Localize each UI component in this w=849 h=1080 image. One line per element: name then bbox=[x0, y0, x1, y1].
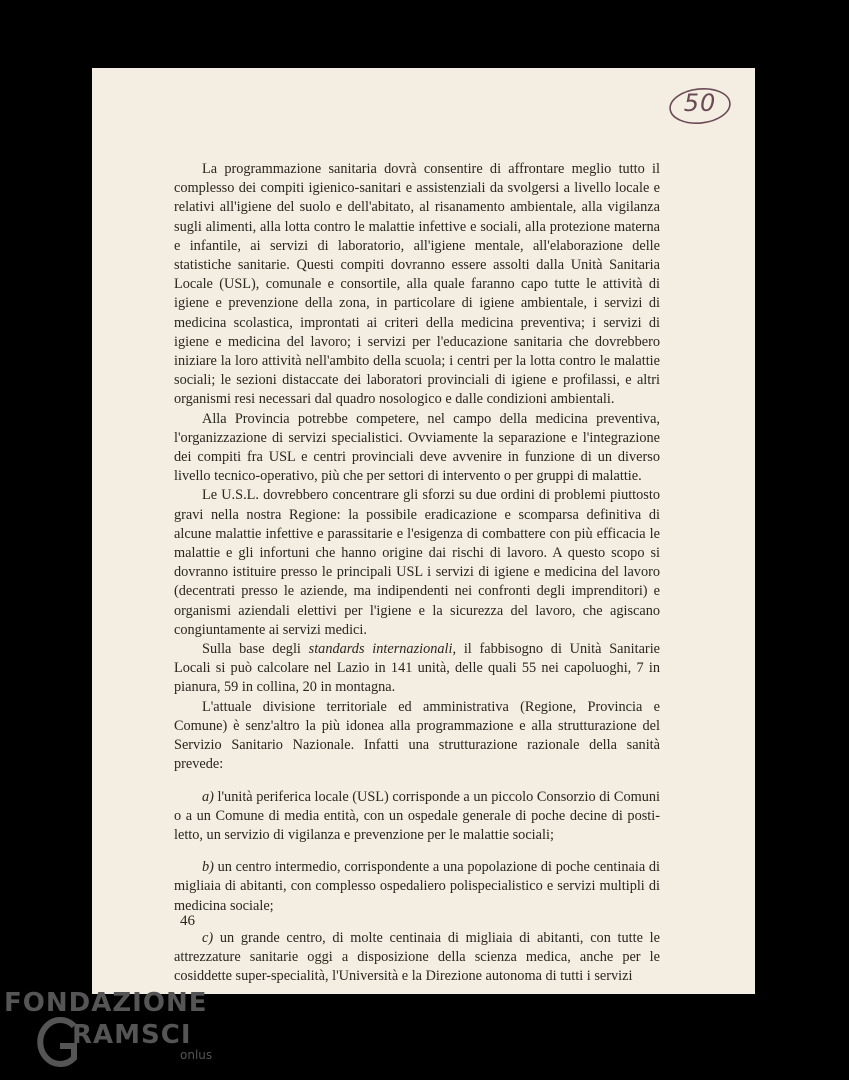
stamp-number: 50 bbox=[683, 89, 717, 117]
list-item-a: a) l'unità periferica locale (USL) corrisponde a un piccolo Consorzio di Comuni o a un Comune di media entità, con un ospedale generale di poche decine di posti-letto, un servizio di vigilanza e prevenzione per le malattie sociali; bbox=[174, 788, 660, 843]
logo-line-1: FONDAZIONE bbox=[4, 988, 208, 1018]
paragraph-1: La programmazione sanitaria dovrà consentire di affrontare meglio tutto il complesso dei compiti igienico-sanitari e assistenziali da svolgersi a livello locale e relativi all'igiene del suolo e dell'abitato, al risanamento ambientale, alla vigilanza sugli alimenti, alla lotta contro le malattie infettive e sociali, alla protezione materna e infantile, ai servizi di laboratorio, all'igiene mentale, all'elaborazione delle statistiche sanitarie. Questi compiti dovranno essere assolti dalla Unità Sanitaria Locale (USL), comunale e consortile, alla quale faranno capo tutte le attività di igiene e prevenzione della zona, in particolare di igiene ambientale, i servizi di medicina scolastica, improntati ai criteri della medicina preventiva; i servizi di igiene e medicina del lavoro; i servizi per l'educazione sanitaria che dovrebbero iniziare la loro attività nell'ambito della scuola; i centri per la lotta contro le malattie sociali; le sezioni distaccate dei laboratori provinciali di igiene e profilassi, e altri organismi resi necessari dal quadro nosologico e dalle condizioni ambientali. bbox=[174, 161, 660, 408]
list-item-b: b) un centro intermedio, corrispondente a una popolazione di poche centinaia di migliaia di abitanti, con complesso ospedaliero polispecialistico e servizi multipli di medicina sociale; bbox=[174, 859, 660, 914]
document-page bbox=[92, 68, 755, 994]
page-number: 46 bbox=[180, 913, 195, 929]
list-marker: b) bbox=[202, 859, 214, 876]
paragraph-4: Sulla base degli standards internazionali, il fabbisogno di Unità Sanitarie Locali si può calcolare nel Lazio in 141 unità, delle quali 55 nei capoluoghi, 7 in pianura, 59 in collina, 20 in montagna. bbox=[174, 641, 661, 696]
list-item-c: c) un grande centro, di molte centinaia di migliaia di abitanti, con tutte le attrezzature sanitarie oggi a disposizione della scienza medica, anche per le cosiddette super-specialità, l'Università e la Direzione autonoma di tutti i servizi bbox=[174, 929, 660, 985]
logo-line-2: RAMSCI bbox=[72, 1020, 192, 1050]
watermark-logo bbox=[4, 988, 214, 1074]
paragraph-5: L'attuale divisione territoriale ed amministrativa (Regione, Provincia e Comune) è senz'altro la più idonea alla programmazione e alla strutturazione del Servizio Sanitario Nazionale. Infatti una strutturazione razionale della sanità prevede: bbox=[174, 698, 660, 773]
list-marker: c) bbox=[202, 929, 214, 946]
archive-stamp bbox=[668, 86, 732, 126]
paragraph-2: Alla Provincia potrebbe competere, nel campo della medicina preventiva, l'organizzazione di servizi specialistici. Ovviamente la separazione e l'integrazione dei compiti fra USL e centri provinciali deve avvenire in funzione di un diverso livello tecnico-operativo, più che per settori di intervento o per gruppi di malattie. bbox=[174, 410, 660, 485]
list-marker: a) bbox=[202, 788, 214, 805]
italic-phrase: standards internazionali, bbox=[308, 641, 457, 658]
logo-line-3: onlus bbox=[180, 1048, 213, 1062]
body-text bbox=[174, 160, 660, 986]
paragraph-3: Le U.S.L. dovrebbero concentrare gli sforzi su due ordini di problemi piuttosto gravi nella nostra Regione: la possibile eradicazione e scomparsa definitiva di alcune malattie infettive e parassitarie e l'esigenza di combattere con più efficacia le malattie e gli infortuni che hanno origine dai rischi di lavoro. A questo scopo si dovranno istituire presso le principali USL i servizi di igiene e medicina del lavoro (decentrati presso le aziende, ma indipendenti nei confronti degli imprenditori) e organismi aziendali elettivi per l'igiene e la sicurezza del lavoro, che agiscano congiuntamente ai servizi medici. bbox=[174, 487, 660, 638]
